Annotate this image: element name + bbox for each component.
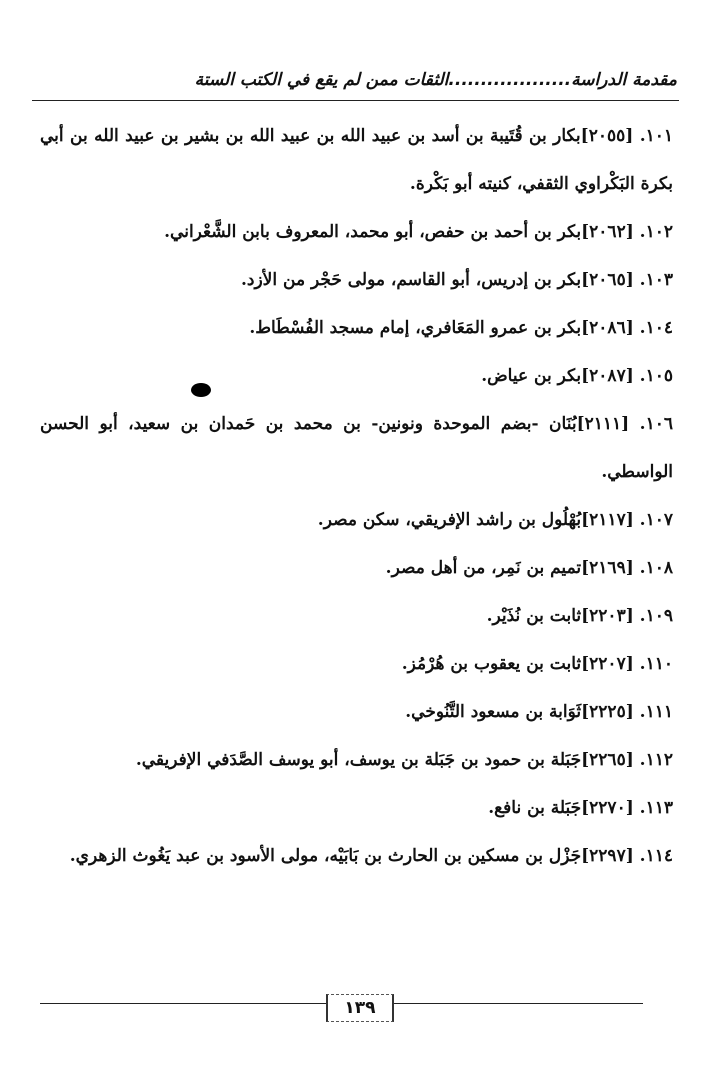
- entry-number: ١٠٨.: [639, 558, 673, 578]
- entry-reference: [٢٠٨٦]: [581, 318, 634, 338]
- entry-text: بُنَان -بضم الموحدة ونونين- بن محمد بن حَمدان بن سعيد، أبو الحسن الواسطي.: [40, 414, 673, 482]
- entry-number: ١١٤.: [639, 846, 673, 866]
- page-number: ١٣٩: [326, 994, 394, 1022]
- entry-111: [40, 688, 673, 736]
- entry-102: [40, 208, 673, 256]
- entry-105: [40, 352, 673, 400]
- entry-103: [40, 256, 673, 304]
- entry-reference: [٢٢٧٠]: [581, 798, 634, 818]
- entry-107: [40, 496, 673, 544]
- entry-number: ١٠٧.: [639, 510, 673, 530]
- entry-text: بكر بن عمرو المَعَافري، إمام مسجد الفُسْطَاط.: [249, 318, 582, 338]
- entry-text: جَبَلة بن حمود بن جَبَلة بن يوسف، أبو يوسف الصَّدَفي الإفريقي.: [135, 750, 582, 770]
- entry-reference: [٢٠٦٥]: [581, 270, 634, 290]
- entry-text: ثابت بن يعقوب بن هُرْمُز.: [401, 654, 582, 674]
- entry-reference: [٢٢٦٥]: [581, 750, 634, 770]
- entry-number: ١٠٣.: [639, 270, 673, 290]
- entry-reference: [٢٢٠٧]: [581, 654, 634, 674]
- entry-number: ١٠٤.: [639, 318, 673, 338]
- entry-reference: [٢٠٨٧]: [581, 366, 634, 386]
- entry-text: جَزْل بن مسكين بن الحارث بن بَابَيْه، مولى الأسود بن عبد يَغُوث الزهري.: [69, 846, 582, 866]
- entry-101: [40, 112, 673, 208]
- entry-104: [40, 304, 673, 352]
- entry-number: ١٠٦.: [639, 414, 673, 434]
- entry-number: ١١٠.: [639, 654, 673, 674]
- entry-112: [40, 736, 673, 784]
- entry-text: تميم بن نَمِر، من أهل مصر.: [385, 558, 582, 578]
- entry-text: جَبَلة بن نافع.: [488, 798, 582, 818]
- entry-110: [40, 640, 673, 688]
- entry-108: [40, 544, 673, 592]
- entry-113: [40, 784, 673, 832]
- entry-reference: [٢١١١]: [576, 414, 630, 434]
- running-header: مقدمة الدراسة...................الثقات ممن لم يقع في الكتب الستة: [194, 70, 677, 90]
- entry-text: بكار بن قُتَيبة بن أسد بن عبيد الله بن عبيد الله بن بشير بن عبيد الله بن أبي بكرة البَكْراوي الثقفي، كنيته أبو بَكْرة.: [40, 126, 673, 194]
- entry-number: ١٠٥.: [639, 366, 673, 386]
- header-rule: [32, 100, 679, 101]
- entry-number: ١٠٩.: [639, 606, 673, 626]
- entry-number: ١٠١.: [639, 126, 674, 146]
- entry-number: ١١٣.: [639, 798, 673, 818]
- entry-reference: [٢١٦٩]: [581, 558, 634, 578]
- entry-number: ١٠٢.: [639, 222, 673, 242]
- entry-number: ١١١.: [639, 702, 673, 722]
- entry-reference: [٢٢٩٧]: [581, 846, 634, 866]
- entry-text: بكر بن أحمد بن حفص، أبو محمد، المعروف بابن الشَّعْراني.: [164, 222, 582, 242]
- entry-text: بكر بن عياض.: [481, 366, 582, 386]
- entry-reference: [٢١١٧]: [581, 510, 634, 530]
- entry-reference: [٢٢٠٣]: [581, 606, 634, 626]
- entry-text: بكر بن إدريس، أبو القاسم، مولى حَجْر من الأزد.: [240, 270, 582, 290]
- entry-number: ١١٢.: [639, 750, 673, 770]
- entry-text: ثَوَابة بن مسعود التَّنُوخي.: [405, 702, 582, 722]
- entry-list: [40, 112, 673, 880]
- entry-109: [40, 592, 673, 640]
- entry-reference: [٢٠٦٢]: [581, 222, 634, 242]
- entry-text: ثابت بن نُذَيْر.: [486, 606, 582, 626]
- entry-text: بُهْلُول بن راشد الإفريقي، سكن مصر.: [317, 510, 582, 530]
- ink-dot: [191, 383, 211, 397]
- entry-106: [40, 400, 673, 496]
- entry-reference: [٢٠٥٥]: [580, 126, 634, 146]
- entry-114: [40, 832, 673, 880]
- entry-reference: [٢٢٢٥]: [581, 702, 634, 722]
